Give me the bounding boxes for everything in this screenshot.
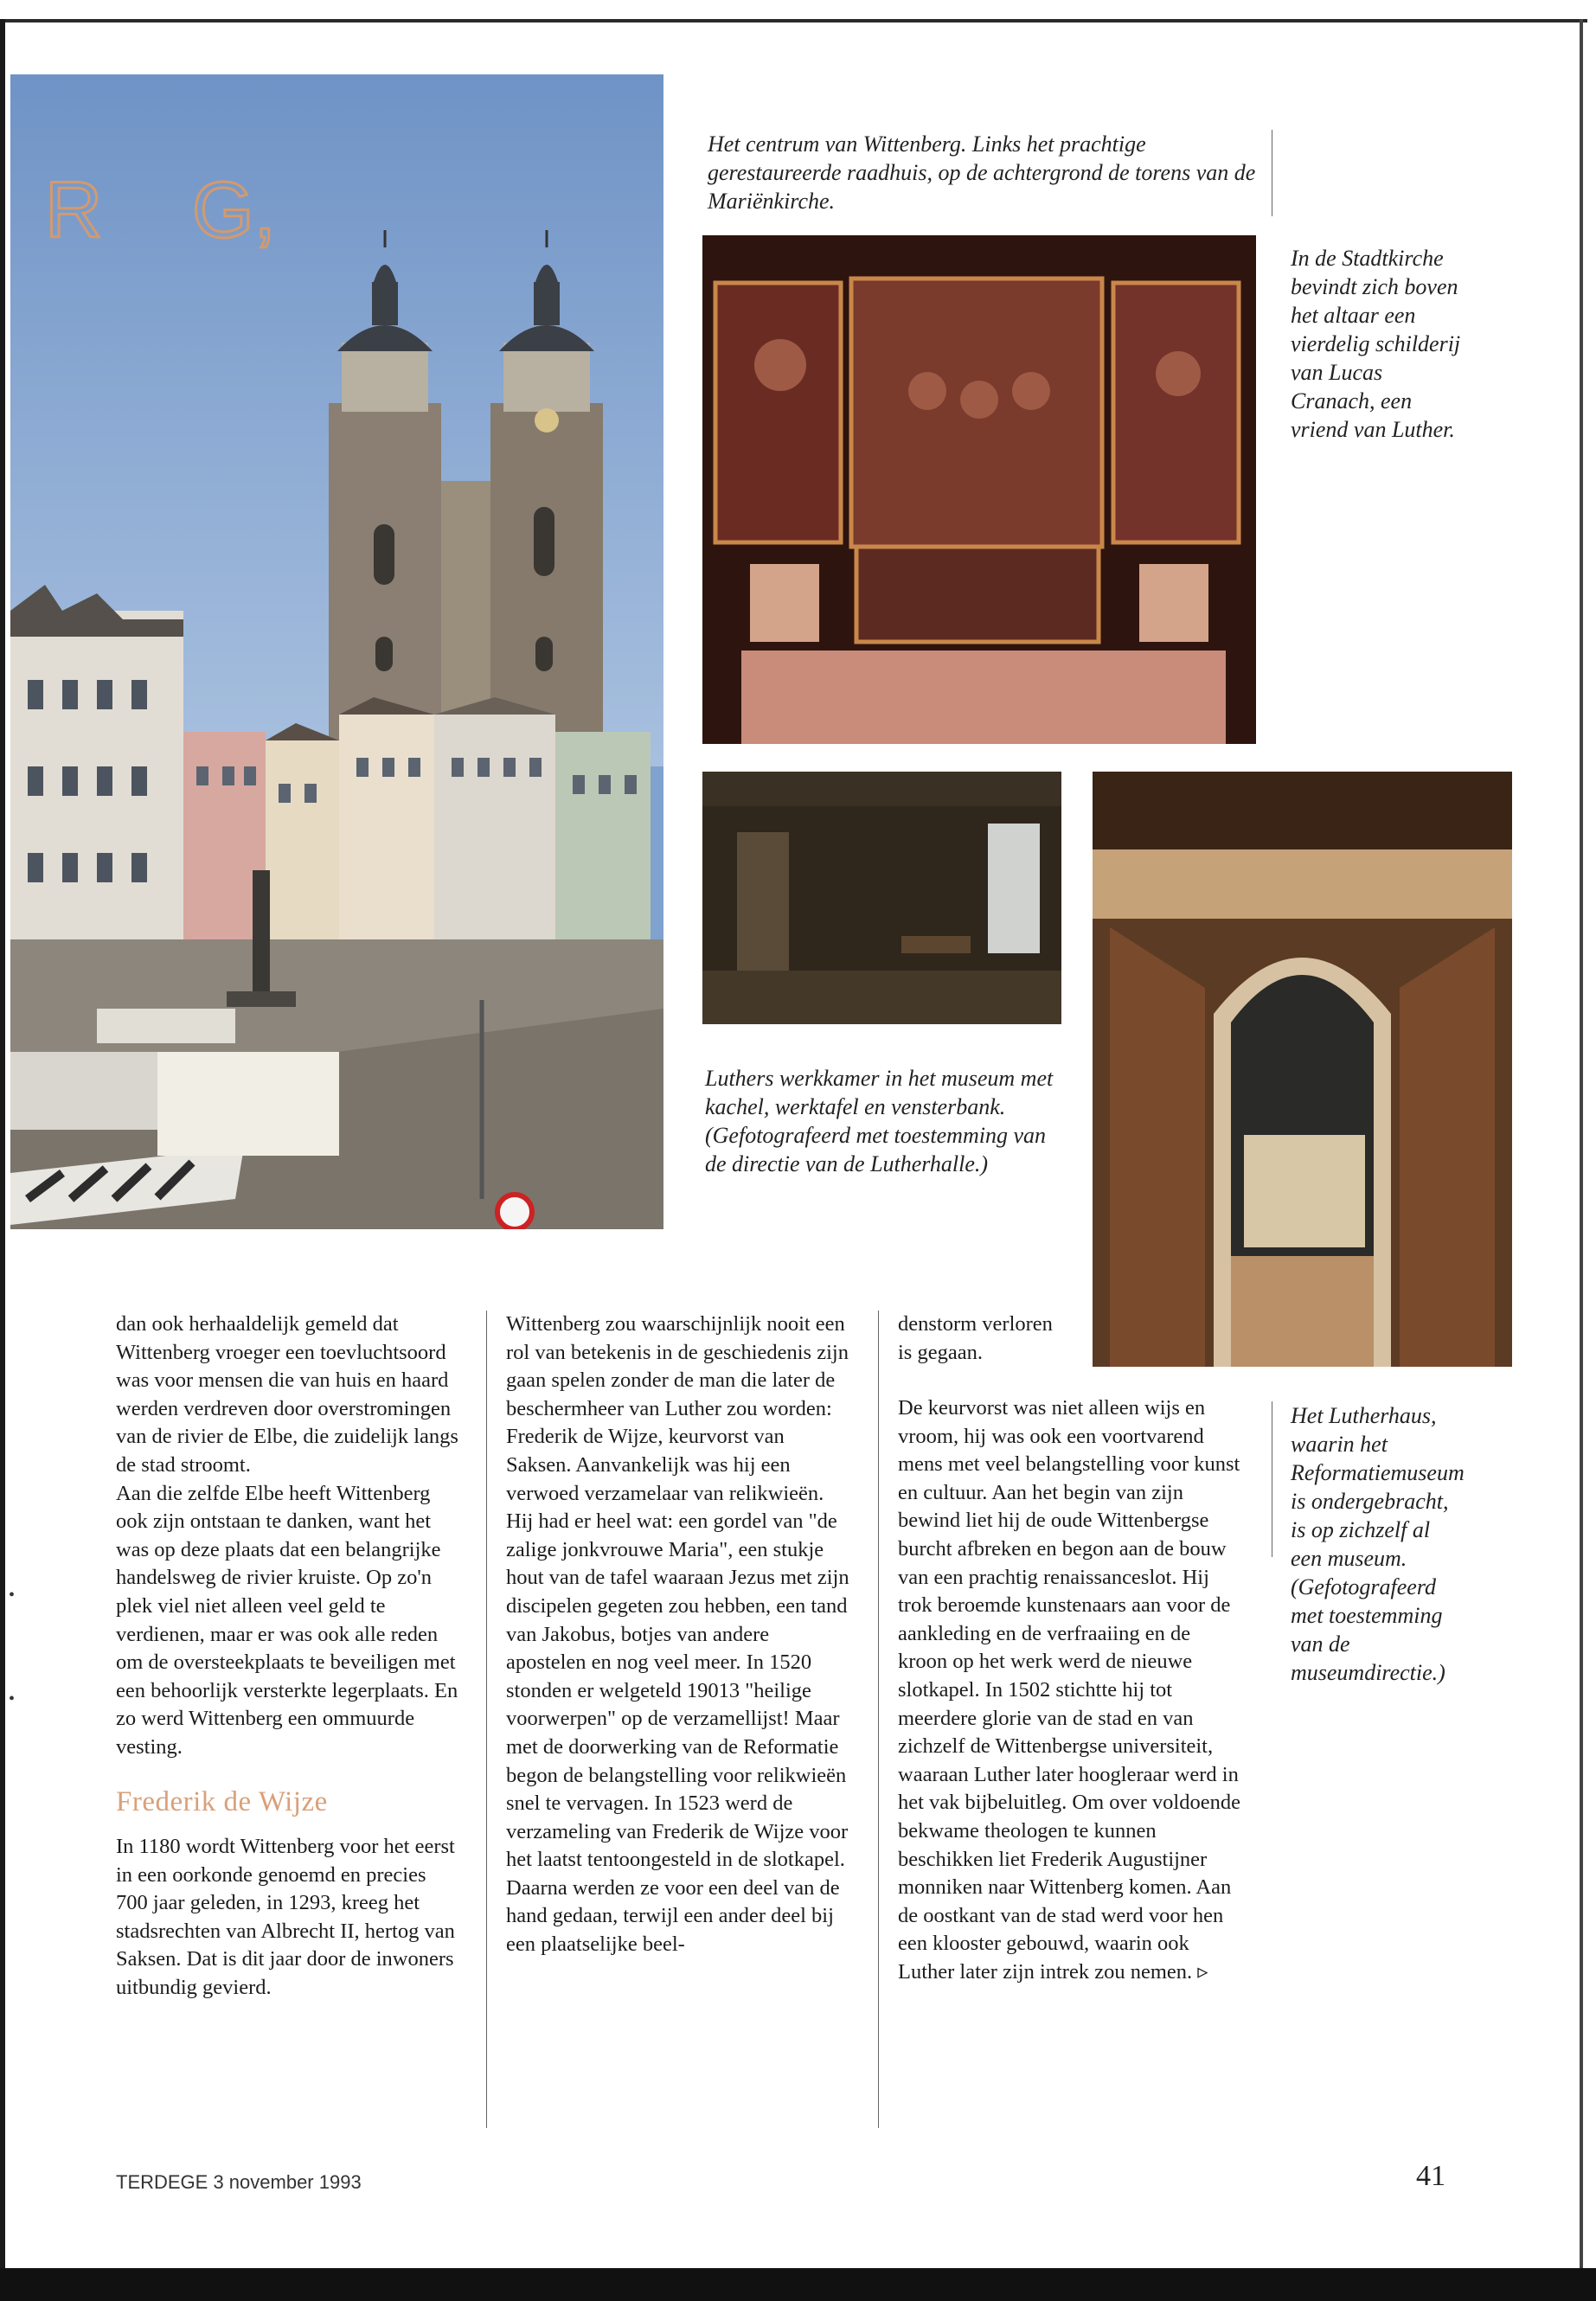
section-heading: Frederik de Wijze: [116, 1785, 328, 1817]
photo-luther-study: [702, 772, 1061, 1024]
article-column-3: [898, 1394, 1244, 1986]
paragraph: denstorm verloren is gegaan.: [898, 1312, 1053, 1364]
overlay-letter-2: G,: [192, 166, 277, 254]
column-divider: [486, 1311, 487, 2128]
article-column-2: [506, 1311, 852, 1959]
photo-lutherhaus-doorway: [1093, 772, 1512, 1367]
caption-altar: In de Stadtkirche bevindt zich boven het altaar een vierdelig schilderij van Lucas Cranach, een vriend van Luther.: [1291, 246, 1461, 442]
margin-mark-1: •: [9, 1586, 16, 1605]
altar-illustration: [702, 235, 1256, 744]
caption-lutherhaus: Het Lutherhaus, waarin het Reformatiemuseum is ondergebracht, is op zichzelf al een museum. (Gefotografeerd met toestemming van de museumdirectie.): [1291, 1403, 1465, 1685]
photo-stadtkirche-altar: [702, 235, 1256, 744]
doorway-illustration: [1093, 772, 1512, 1367]
article-column-1: [116, 1311, 462, 2003]
caption-luther-study: Luthers werkkamer in het museum met kachel, werktafel en vensterbank. (Gefotografeerd met toestemming van de directie van de Lutherhalle.): [705, 1066, 1054, 1176]
margin-mark-2: •: [9, 1689, 16, 1708]
paragraph: Wittenberg zou waarschijnlijk nooit een rol van betekenis in de geschiedenis zijn gaan spelen zonder de man die later de beschermheer van Luther zou worden: Frederik de Wijze, keurvorst van Saksen. Aanvankelijk was hij een verwoed verzamelaar van relikwieën. Hij had er heel wat: een gordel van "de zalige jonkvrouwe Maria", een stukje hout van de tafel waaraan Jezus met zijn discipelen gegeten zou hebben, een tand van Jakobus, botjes van andere apostelen en nog veel meer. In 1520 stonden er welgeteld 19013 "heilige voorwerpen" op de verzamellijst! Maar met de doorwerking van de Reformatie begon de belangstelling voor relikwieën snel te vervagen. In 1523 werd de verzameling van Frederik de Wijze voor het laatst tentoongesteld in de slotkapel. Daarna werden ze voor een deel van de hand gedaan, terwijl een ander deel bij een plaatselijke beel-: [506, 1312, 849, 1957]
scan-border-left: [0, 19, 5, 2268]
caption-market-square: Het centrum van Wittenberg. Links het prachtige gerestaureerde raadhuis, op de achtergrond de torens van de Mariënkirche.: [708, 131, 1256, 214]
paragraph: In 1180 wordt Wittenberg voor het eerst in een oorkonde genoemd en precies 700 jaar geleden, in 1293, kreeg het stadsrechten van Albrecht II, hertog van Saksen. Dat is dit jaar door de inwoners uitbundig gevierd.: [116, 1835, 455, 2000]
article-column-3-top: [898, 1311, 1071, 1367]
scan-border-right: [1580, 19, 1583, 2277]
paragraph: Aan die zelfde Elbe heeft Wittenberg ook zijn ontstaan te danken, want het was op deze plaats dat een belangrijke handelsweg de rivier kruiste. Op zo'n plek viel niet alleen veel geld te verdienen, maar er was ook alle reden om de oversteekplaats te beveiligen met een behoorlijk versterkte legerplaats. En zo werd Wittenberg een ommuurde vesting.: [116, 1481, 458, 1759]
publication-footer: TERDEGE 3 november 1993: [116, 2171, 362, 2193]
study-illustration: [702, 772, 1061, 1024]
scan-border-top: [0, 19, 1587, 22]
column-divider: [878, 1311, 879, 2128]
scan-border-bottom: [0, 2268, 1596, 2301]
overlay-letter-1: R: [45, 166, 103, 254]
market-square-illustration: [10, 74, 663, 1229]
paragraph: dan ook herhaaldelijk gemeld dat Wittenberg vroeger een toevluchtsoord was voor mensen die van huis en haard werden verdreven door overstromingen van de rivier de Elbe, die zuidelijk langs de stad stroomt.: [116, 1312, 458, 1477]
page-number: 41: [1416, 2160, 1445, 2192]
paragraph: De keurvorst was niet alleen wijs en vroom, hij was ook een voortvarend mens met veel belangstelling voor kunst en cultuur. Aan het begin van zijn bewind liet hij de oude Wittenbergse burcht afbreken en begon aan de bouw van een prachtig renaissanceslot. Hij trok beroemde kunstenaars aan voor de aankleding en de verfraaiing en de kroon op het werk werd de nieuwe slotkapel. In 1502 stichtte hij tot meerdere glorie van de stad en van zichzelf de Wittenbergse universiteit, waaraan Luther later hoogleraar werd in het vak bijbeluitleg. Om over voldoende bekwame theologen te kunnen beschikken liet Frederik Augustijner monniken naar Wittenberg komen. Aan de oostkant van de stad werd voor hen een klooster gebouwd, waarin ook Luther later zijn intrek zou nemen. ▹: [898, 1396, 1240, 1984]
photo-wittenberg-market-square: [10, 74, 663, 1229]
